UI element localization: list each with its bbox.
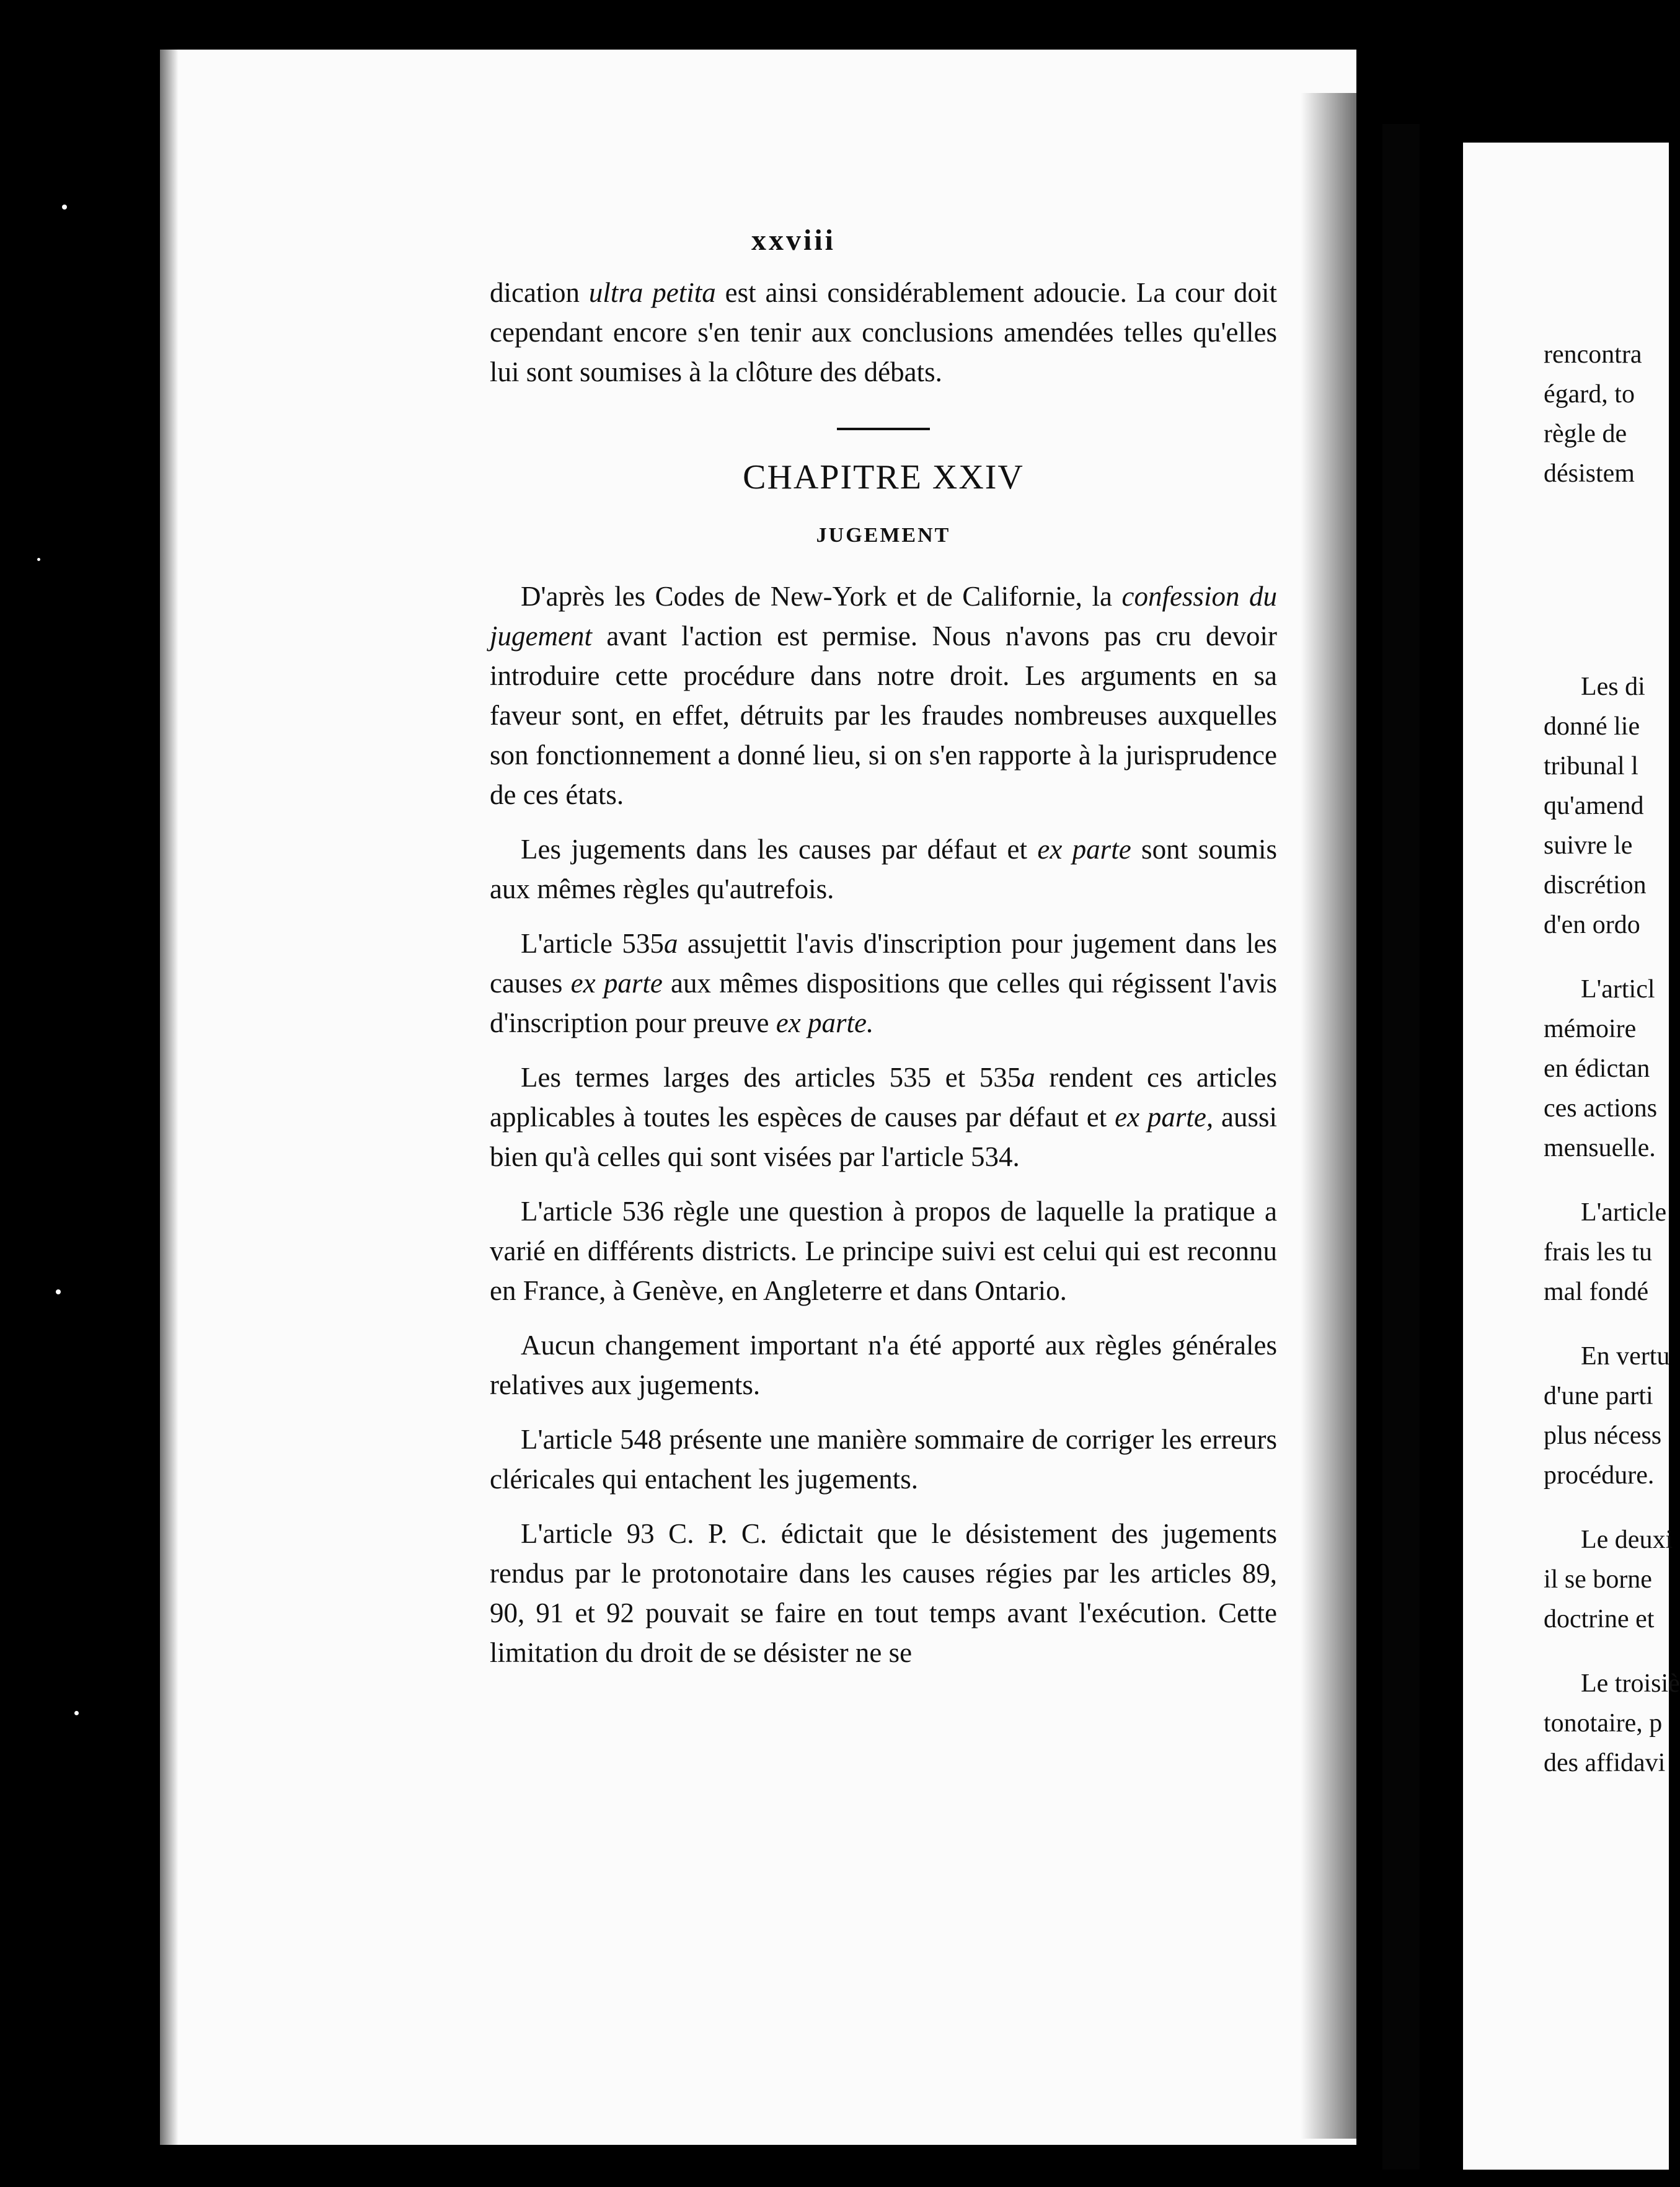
facing-page-line: mal fondé — [1544, 1278, 1649, 1306]
paragraph-4-emphasis-1: a — [1021, 1062, 1035, 1093]
paragraph-3-text-2: assujettit l'avis d'inscription pour jugement dans les causes — [490, 928, 1277, 999]
facing-page-line: en édictan — [1544, 1054, 1650, 1083]
scan-speck — [62, 205, 67, 210]
facing-page-line: L'article — [1581, 1198, 1667, 1227]
facing-page-line: Le deuxi — [1581, 1526, 1673, 1554]
intro-text-1: dication — [490, 277, 589, 308]
facing-page-line: mensuelle. — [1544, 1134, 1656, 1162]
running-head: xxviii — [751, 224, 836, 257]
intro-text-2: est ainsi considérablement adoucie. La cour doit cependant encore s'en tenir aux conclusions amendées telles qu'elles lui sont soumises à la clôture des débats. — [490, 277, 1277, 387]
intro-paragraph — [490, 273, 1277, 392]
facing-page-line: En vertu — [1581, 1342, 1670, 1371]
paragraph-1-emphasis: confession du jugement — [490, 581, 1277, 652]
facing-page-lines — [1463, 335, 1680, 1783]
paragraph-8: L'article 93 C. P. C. édictait que le désistement des jugements rendus par le protonotaire dans les causes régies par les articles 89, 90, 91 et 92 pouvait se faire en tout temps avant l'exécution. Cette limitation du droit de se désister ne se — [490, 1518, 1277, 1668]
facing-page-line: égard, to — [1544, 380, 1635, 409]
paragraph-3-emphasis-2: ex parte — [570, 968, 663, 999]
facing-page-line: plus nécess — [1544, 1421, 1662, 1450]
paragraph-4 — [490, 1058, 1277, 1177]
facing-page-line: d'une parti — [1544, 1382, 1653, 1410]
paragraph-2-text-2: sont soumis aux mêmes règles qu'autrefois. — [490, 834, 1277, 904]
paragraph-2-text-1: Les jugements dans les causes par défaut et — [521, 834, 1038, 865]
facing-page-line: tribunal l — [1544, 752, 1638, 780]
section-rule — [837, 428, 930, 430]
paragraph-5: L'article 536 règle une question à propos de laquelle la pratique a varié en différents districts. Le principe suivi est celui qui est reconnu en France, à Genève, en Angleterre et dans Ontario. — [490, 1196, 1277, 1306]
facing-page-line: rencontra — [1544, 340, 1642, 369]
paragraph-4-text-2: rendent ces articles applicables à toutes les espèces de causes par défaut et — [490, 1062, 1277, 1133]
facing-page-line: des affidavi — [1544, 1749, 1666, 1777]
facing-page-line: suivre le — [1544, 831, 1633, 860]
binding-gutter — [1382, 124, 1420, 2170]
facing-page-line: désistem — [1544, 459, 1635, 488]
page-left-edge-shadow — [160, 50, 179, 2145]
paragraph-1-text-1: D'après les Codes de New-York et de Californie, la — [521, 581, 1122, 612]
facing-page — [1463, 143, 1680, 2170]
facing-page-line: il se borne — [1544, 1565, 1652, 1594]
facing-page-line: qu'amend — [1544, 792, 1644, 820]
facing-page-line: Les di — [1581, 673, 1645, 701]
facing-page-line: règle de — [1544, 420, 1627, 448]
intro-emphasis: ultra petita — [588, 277, 716, 308]
paragraph-3-emphasis-3: ex parte. — [776, 1007, 874, 1038]
paragraph-3-text-3: aux mêmes dispositions que celles qui régissent l'avis d'inscription pour preuve — [490, 968, 1277, 1038]
facing-page-line: procédure. — [1544, 1461, 1655, 1490]
scan-speck — [74, 1711, 79, 1715]
facing-page-line: mémoire — [1544, 1015, 1637, 1043]
facing-page-line: d'en ordo — [1544, 911, 1640, 939]
facing-page-line: ces actions — [1544, 1094, 1658, 1123]
facing-page-line: discrétion — [1544, 871, 1647, 899]
section-title: JUGEMENT — [816, 524, 951, 547]
facing-page-line: donné lie — [1544, 712, 1640, 741]
paragraph-1-text-2: avant l'action est permise. Nous n'avons pas cru devoir introduire cette procédure dans notre droit. Les arguments en sa faveur sont, en effet, détruits par les fraudes nombreuses auxquelles son fonctionnement a donné lieu, si on s'en rapporte à la jurisprudence de ces états. — [490, 621, 1277, 810]
page-body — [490, 273, 1277, 1687]
paragraph-4-text-1: Les termes larges des articles 535 et 535 — [521, 1062, 1022, 1093]
scan-speck — [56, 1289, 61, 1294]
paragraph-3-text-1: L'article 535 — [521, 928, 664, 959]
paragraph-7: L'article 548 présente une manière sommaire de corriger les erreurs cléricales qui entachent les jugements. — [490, 1424, 1277, 1495]
paragraph-3-emphasis-1: a — [663, 928, 678, 959]
paragraph-1 — [490, 577, 1277, 815]
paragraph-4-emphasis-2: ex parte, — [1115, 1102, 1214, 1133]
chapter-title: CHAPITRE XXIV — [743, 458, 1024, 497]
paragraph-2-emphasis: ex parte — [1037, 834, 1131, 865]
page-binding-shadow — [1301, 93, 1356, 2139]
facing-page-line: Le troisiè — [1581, 1669, 1680, 1698]
facing-page-line: doctrine et — [1544, 1605, 1655, 1633]
paragraph-2 — [490, 829, 1277, 909]
paragraph-6: Aucun changement important n'a été apporté aux règles générales relatives aux jugements. — [490, 1330, 1277, 1400]
paragraph-3 — [490, 924, 1277, 1043]
facing-page-line: frais les tu — [1544, 1238, 1652, 1266]
paragraph-4-text-3: aussi bien qu'à celles qui sont visées par l'article 534. — [490, 1102, 1278, 1172]
scan-speck — [37, 558, 40, 561]
facing-page-line: tonotaire, p — [1544, 1709, 1663, 1738]
facing-page-line: L'articl — [1581, 975, 1655, 1004]
